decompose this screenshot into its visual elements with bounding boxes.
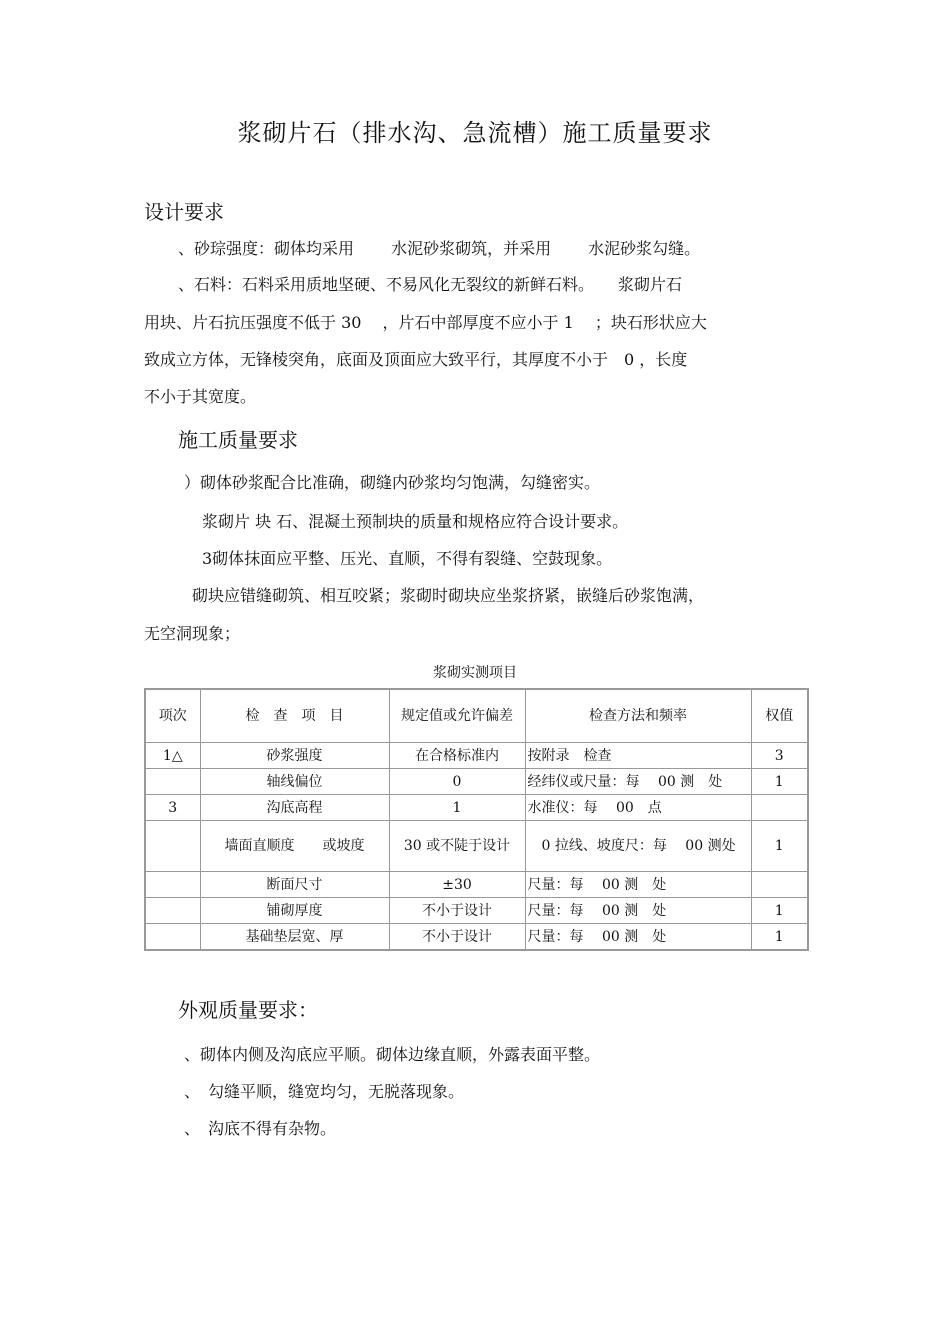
design-line-2: 、石料：石料采用质地坚硬、不易风化无裂纹的新鲜石料。 浆砌片石: [178, 275, 683, 294]
table-row: [145, 795, 808, 821]
cell-weight: 3: [751, 743, 808, 769]
table-row: [145, 924, 808, 951]
table-caption: 浆砌实测项目: [433, 665, 517, 681]
design-line-4: 致成立方体，无锋棱突角，底面及顶面应大致平行，其厚度不小于 0 ，长度: [144, 350, 688, 369]
page-title: 浆砌片石（排水沟、急流槽）施工质量要求: [237, 119, 713, 147]
cell-index: [145, 769, 200, 795]
appearance-line-1: 、砌体内侧及沟底应平顺。砌体边缘直顺，外露表面平整。: [184, 1045, 601, 1064]
cell-weight: 1: [751, 898, 808, 924]
design-line-5: 不小于其宽度。: [144, 387, 257, 406]
cell-tolerance: 不小于设计: [389, 924, 525, 951]
cell-weight: 1: [751, 821, 808, 872]
cell-tolerance: 在合格标准内: [389, 743, 525, 769]
table-row: [145, 821, 808, 872]
header-weight: 权值: [751, 689, 808, 743]
cell-index: 1△: [145, 743, 200, 769]
header-index: 项次: [145, 689, 200, 743]
construction-line-4: 砌块应错缝砌筑、相互咬紧；浆砌时砌块应坐浆挤紧，嵌缝后砂浆饱满，: [192, 586, 705, 605]
cell-method: 经纬仪或尺量：每 00 测 处: [525, 769, 751, 795]
cell-method: 尺量：每 00 测 处: [525, 872, 751, 898]
table-row: [145, 769, 808, 795]
cell-method: 0 拉线、坡度尺：每 00 测处: [525, 821, 751, 872]
construction-line-5: 无空洞现象；: [144, 624, 241, 643]
cell-method: 尺量：每 00 测 处: [525, 898, 751, 924]
cell-index: [145, 898, 200, 924]
cell-weight: 1: [751, 769, 808, 795]
cell-method: 水准仪：每 00 点: [525, 795, 751, 821]
appearance-line-2: 、 勾缝平顺，缝宽均匀，无脱落现象。: [184, 1082, 465, 1101]
cell-item: 基础垫层宽、厚: [200, 924, 389, 951]
cell-item: 铺砌厚度: [200, 898, 389, 924]
cell-weight: 1: [751, 924, 808, 951]
cell-tolerance: 30 或不陡于设计: [389, 821, 525, 872]
table-row: [145, 872, 808, 898]
cell-item: 沟底高程: [200, 795, 389, 821]
table-row: [145, 898, 808, 924]
cell-index: [145, 872, 200, 898]
cell-item: 砂浆强度: [200, 743, 389, 769]
header-method: 检查方法和频率: [525, 689, 751, 743]
construction-line-3: 3砌体抹面应平整、压光、直顺，不得有裂缝、空鼓现象。: [202, 549, 613, 568]
cell-method: 尺量：每 00 测 处: [525, 924, 751, 951]
cell-item: 墙面直顺度 或坡度: [200, 821, 389, 872]
cell-tolerance: ±30: [389, 872, 525, 898]
construction-line-2: 浆砌片 块 石、混凝土预制块的质量和规格应符合设计要求。: [202, 512, 629, 531]
cell-weight: [751, 872, 808, 898]
table-header-row: [145, 689, 808, 743]
inspection-table: [144, 688, 809, 951]
cell-item: 轴线偏位: [200, 769, 389, 795]
cell-tolerance: 不小于设计: [389, 898, 525, 924]
appearance-line-3: 、 沟底不得有杂物。: [184, 1119, 337, 1138]
cell-index: [145, 924, 200, 951]
section-heading-appearance: 外观质量要求：: [178, 998, 318, 1022]
header-tolerance: 规定值或允许偏差: [389, 689, 525, 743]
cell-index: 3: [145, 795, 200, 821]
cell-tolerance: 1: [389, 795, 525, 821]
design-line-3: 用块、片石抗压强度不低于 30 ，片石中部厚度不应小于 1 ；块石形状应大: [144, 313, 707, 332]
section-heading-design: 设计要求: [144, 200, 224, 224]
cell-item: 断面尺寸: [200, 872, 389, 898]
cell-index: [145, 821, 200, 872]
cell-tolerance: 0: [389, 769, 525, 795]
section-heading-construction: 施工质量要求: [178, 428, 298, 452]
construction-line-1: ）砌体砂浆配合比准确，砌缝内砂浆均匀饱满，勾缝密实。: [184, 473, 601, 492]
header-item: 检 查 项 目: [200, 689, 389, 743]
design-line-1: 、砂琮强度：砌体均采用 水泥砂浆砌筑，并采用 水泥砂浆勾缝。: [178, 239, 701, 258]
table-row: [145, 743, 808, 769]
cell-method: 按附录 检查: [525, 743, 751, 769]
cell-weight: [751, 795, 808, 821]
